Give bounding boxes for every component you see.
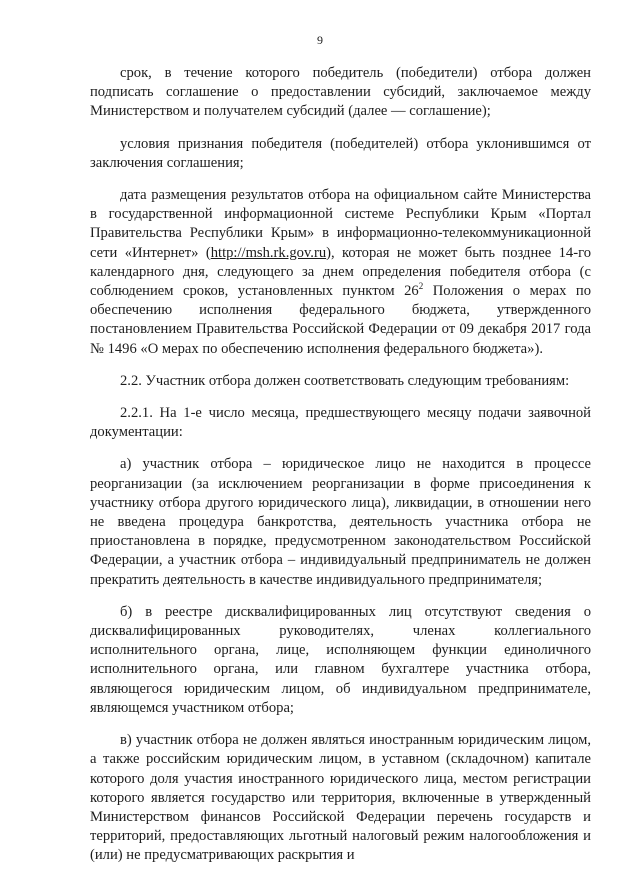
superscript: 2 [418,281,424,292]
paragraph-evasion-conditions: условия признания победителя (победителей) отбора уклонившимся от заключения соглашения; [90,135,591,171]
paragraph-item-b: б) в реестре дисквалифицированных лиц отсутствуют сведения о дисквалифицированных руководителях, членах коллегиального исполнительного органа, лице, исполняющем функции единоличного исполнительного органа, или главном бухгалтере участника отбора, являющегося юридическим лицом, об индивидуальном предпринимателе, являющемся участником отбора; [90,603,591,716]
paragraph-section-2-2: 2.2. Участник отбора должен соответствовать следующим требованиям: [120,372,570,389]
paragraph-text: ), которая не может быть позднее 14-го календарного дня, следующего за днем определения победителя отбора (с соблюдением сроков, установленных пунктом 26 [90,244,591,300]
paragraph-item-a: а) участник отбора – юридическое лицо не находится в процессе реорганизации (за исключением реорганизации в форме присоединения к участнику отбора другого юридического лица), ликвидации, в отношении него не введена процедура банкротства, деятельность участника отбора не приостановлена в порядке, предусмотренном законодательством Российской Федерации, а участник отбора – индивидуальный предприниматель не должен прекратить деятельность в качестве индивидуального предпринимателя; [90,456,591,588]
paragraph-text: Положения о мерах по обеспечению исполнения федерального бюджета, утвержденного постановлением Правительства Российской Федерации от 09 декабря 2017 года № 1496 «О мерах по обеспечению исполнения федерального бюджета»). [90,283,591,357]
paragraph-agreement-deadline: срок, в течение которого победитель (победители) отбора должен подписать соглашение о предоставлении субсидий, заключаемое между Министерством и получателем субсидий (далее — соглашение); [90,65,591,120]
paragraph-item-v: в) участник отбора не должен являться иностранным юридическим лицом, а также российским юридическим лицом, в уставном (складочном) капитале которого доля участия иностранного юридического лица, местом регистрации которого является государство или территория, включенные в утвержденный Министерством финансов Российской Федерации перечень государств и территорий, предоставляющих льготный налоговый режим налогообложения и (или) не предусматривающих раскрытия и [90,732,591,864]
ministry-website-link[interactable]: http://msh.rk.gov.ru [210,244,327,261]
page-number: 9 [317,33,323,47]
paragraph-text: дата размещения результатов отбора на официальном сайте Министерства в государственной информационной системе Республики Крым «Портал Правительства Республики Крым» в информационно-телекоммуникационной сети «Интернет» ( [90,187,591,261]
document-body [90,64,591,879]
paragraph-section-2-2-1: 2.2.1. На 1-е число месяца, предшествующего месяцу подачи заявочной документации: [90,405,591,441]
paragraph-results-publication [90,186,591,359]
